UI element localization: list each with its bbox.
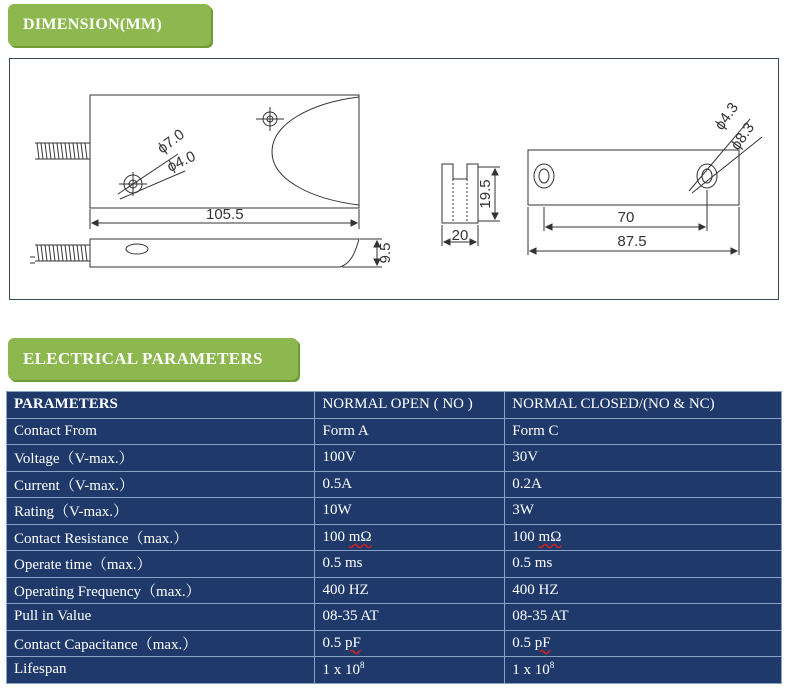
dim-magnet-hole-outer-label: ϕ8.3	[727, 119, 759, 154]
param-name: Contact Capacitance（max.）	[7, 630, 315, 657]
param-name: Lifespan	[7, 657, 315, 684]
table-row	[7, 604, 782, 631]
param-name: Voltage（V-max.）	[7, 445, 315, 472]
value-base: 1 x 10	[512, 662, 550, 679]
value-base: 1 x 10	[322, 662, 360, 679]
dim-end-height-label: 19.5	[477, 179, 494, 209]
value-nc: 0.5 ms	[505, 551, 782, 578]
value-no	[315, 657, 505, 684]
table-row	[7, 551, 782, 578]
cable-thread-side	[30, 245, 90, 263]
param-name: Current（V-max.）	[7, 471, 315, 498]
param-name: Operate time（max.）	[7, 551, 315, 578]
value-no	[315, 630, 505, 657]
value-unit: pF	[344, 634, 361, 651]
value-nc	[505, 524, 782, 551]
dim-end-width-label: 20	[451, 227, 469, 244]
value-number: 0.5	[512, 634, 535, 651]
value-number: 0.5	[322, 634, 345, 651]
value-number: 100	[512, 528, 539, 545]
header-parameters: PARAMETERS	[7, 392, 315, 419]
header-normal-open: NORMAL OPEN ( NO )	[315, 392, 505, 419]
value-nc: 08-35 AT	[505, 604, 782, 631]
table-row	[7, 577, 782, 604]
value-unit: mΩ	[538, 528, 562, 545]
table-row	[7, 445, 782, 472]
value-nc: 30V	[505, 445, 782, 472]
value-exponent: 8	[549, 660, 555, 671]
value-no: 100V	[315, 445, 505, 472]
value-no: Form A	[315, 418, 505, 445]
table-row	[7, 657, 782, 684]
value-exponent: 8	[359, 660, 365, 671]
dimension-drawing	[9, 58, 779, 300]
dim-hole-outer-label: ϕ7.0	[154, 126, 188, 158]
header-normal-closed: NORMAL CLOSED/(NO & NC)	[505, 392, 782, 419]
param-name: Rating（V-max.）	[7, 498, 315, 525]
value-number: 100	[322, 528, 349, 545]
value-no: 08-35 AT	[315, 604, 505, 631]
value-no	[315, 524, 505, 551]
param-name: Pull in Value	[7, 604, 315, 631]
value-nc: 3W	[505, 498, 782, 525]
value-no: 0.5 ms	[315, 551, 505, 578]
value-nc: 400 HZ	[505, 577, 782, 604]
dim-length-label: 105.5	[206, 206, 244, 223]
table-row	[7, 471, 782, 498]
table-row	[7, 630, 782, 657]
value-unit: pF	[534, 634, 551, 651]
table-header-row	[7, 392, 782, 419]
table-row	[7, 524, 782, 551]
table-row	[7, 418, 782, 445]
table-row	[7, 498, 782, 525]
value-no: 10W	[315, 498, 505, 525]
dimension-diagram	[10, 59, 780, 301]
value-nc: Form C	[505, 418, 782, 445]
param-name: Contact From	[7, 418, 315, 445]
dimension-title: DIMENSION(MM)	[8, 4, 211, 46]
param-name: Operating Frequency（max.）	[7, 577, 315, 604]
cable-thread-top	[35, 143, 90, 159]
value-nc	[505, 657, 782, 684]
dim-magnet-hole-inner-label: ϕ4.3	[711, 99, 743, 134]
electrical-title: ELECTRICAL PARAMETERS	[8, 338, 298, 380]
value-unit: mΩ	[348, 528, 372, 545]
param-name: Contact Resistance（max.）	[7, 524, 315, 551]
value-nc	[505, 630, 782, 657]
dim-hole-pitch-label: 70	[617, 209, 635, 226]
parameters-table	[6, 391, 782, 684]
dim-hole-inner-label: ϕ4.0	[164, 147, 199, 176]
value-no: 400 HZ	[315, 577, 505, 604]
dim-magnet-length-label: 87.5	[617, 233, 647, 250]
value-nc: 0.2A	[505, 471, 782, 498]
value-no: 0.5A	[315, 471, 505, 498]
sensor-nose-curve	[272, 97, 359, 205]
dim-side-height-label: 9.5	[377, 242, 394, 264]
sensor-end-view	[442, 164, 478, 223]
sensor-body-top	[90, 95, 359, 208]
